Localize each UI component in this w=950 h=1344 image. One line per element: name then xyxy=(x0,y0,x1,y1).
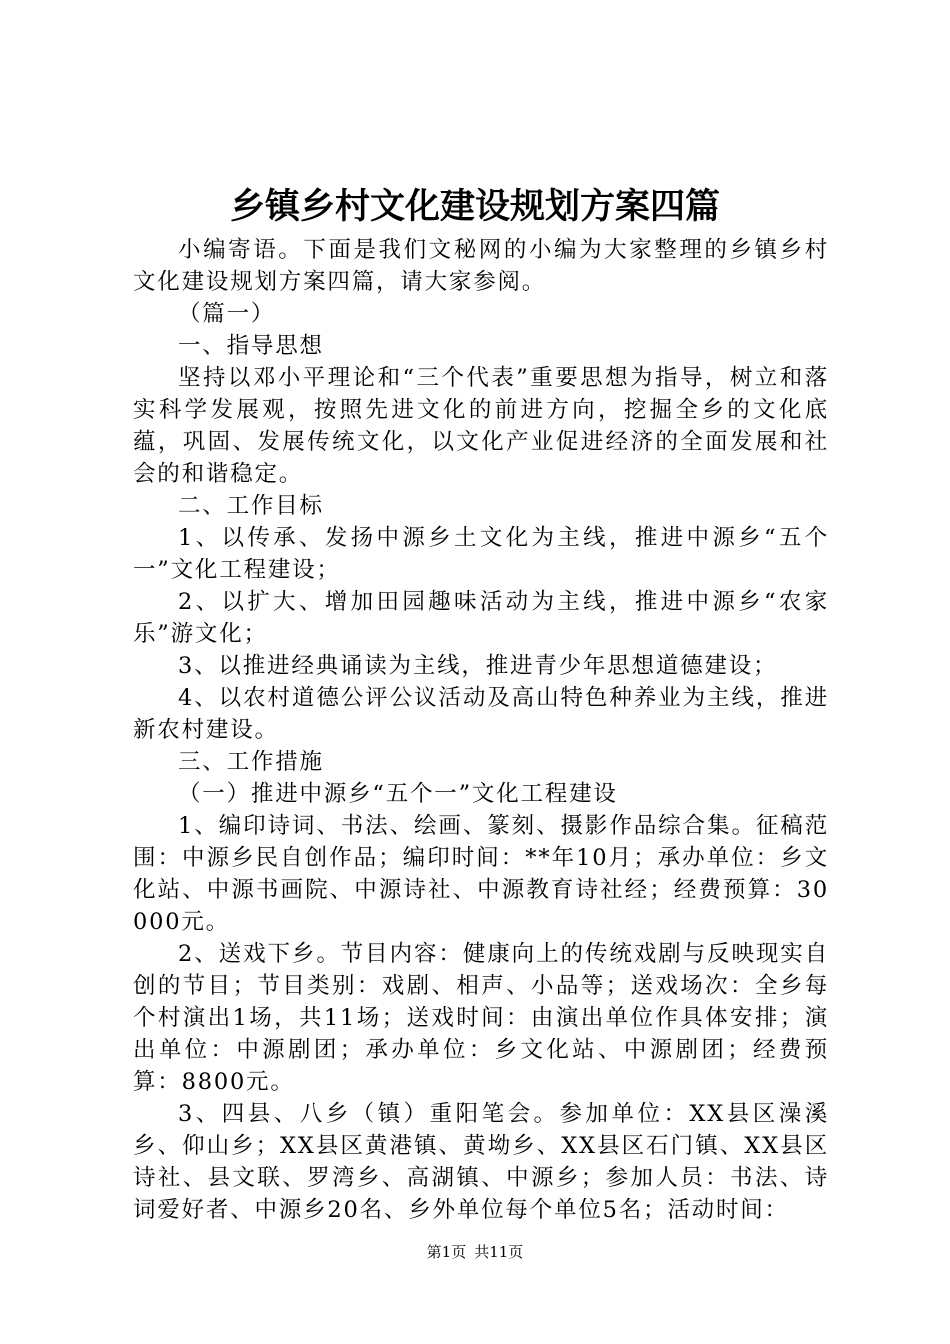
document-body xyxy=(133,234,829,1226)
heading-guiding-thought: 一、指导思想 xyxy=(178,333,324,359)
paragraph-measure-1-1: 1、编印诗词、书法、绘画、篆刻、摄影作品综合集。征稿范围：中源乡民自创作品；编印时间：**年10月；承办单位：乡文化站、中源书画院、中源诗社、中源教育诗社经；经费预算：30000元。 xyxy=(133,813,829,935)
paragraph-measure-1-2: 2、送戏下乡。节目内容：健康向上的传统戏剧与反映现实自创的节目；节目类别：戏剧、相声、小品等；送戏场次：全乡每个村演出1场，共11场；送戏时间：由演出单位作具体安排；演出单位：中源剧团；承办单位：乡文化站、中源剧团；经费预算：8800元。 xyxy=(133,941,829,1095)
page-number: 第1页 xyxy=(426,1243,467,1261)
paragraph-goal-4: 4、以农村道德公评公议活动及高山特色种养业为主线，推进新农村建设。 xyxy=(133,685,829,743)
paragraph-measure-1-3: 3、四县、八乡（镇）重阳笔会。参加单位：XX县区澡溪乡、仰山乡；XX县区黄港镇、黄坳乡、XX县区石门镇、XX县区诗社、县文联、罗湾乡、高湖镇、中源乡；参加人员：书法、诗词爱好者、中源乡20名、乡外单位每个单位5名；活动时间： xyxy=(133,1101,829,1223)
paragraph-guiding-thought: 坚持以邓小平理论和“三个代表”重要思想为指导，树立和落实科学发展观，按照先进文化的前进方向，挖掘全乡的文化底蕴，巩固、发展传统文化，以文化产业促进经济的全面发展和社会的和谐稳定。 xyxy=(133,365,829,487)
subheading-measure-1: （一）推进中源乡“五个一”文化工程建设 xyxy=(178,781,618,807)
paragraph-goal-2: 2、以扩大、增加田园趣味活动为主线，推进中源乡“农家乐”游文化； xyxy=(133,589,829,647)
page-total: 共11页 xyxy=(474,1243,524,1261)
paragraph-part-one-label: （篇一） xyxy=(178,301,276,327)
paragraph-goal-1: 1、以传承、发扬中源乡土文化为主线，推进中源乡“五个一”文化工程建设； xyxy=(133,525,829,583)
document-title: 乡镇乡村文化建设规划方案四篇 xyxy=(229,187,720,227)
paragraph-goal-3: 3、以推进经典诵读为主线，推进青少年思想道德建设； xyxy=(178,653,778,679)
paragraph-intro: 小编寄语。下面是我们文秘网的小编为大家整理的乡镇乡村文化建设规划方案四篇，请大家参阅。 xyxy=(133,237,829,295)
heading-work-goals: 二、工作目标 xyxy=(178,493,324,519)
heading-work-measures: 三、工作措施 xyxy=(178,749,324,775)
page-footer xyxy=(0,1242,950,1262)
